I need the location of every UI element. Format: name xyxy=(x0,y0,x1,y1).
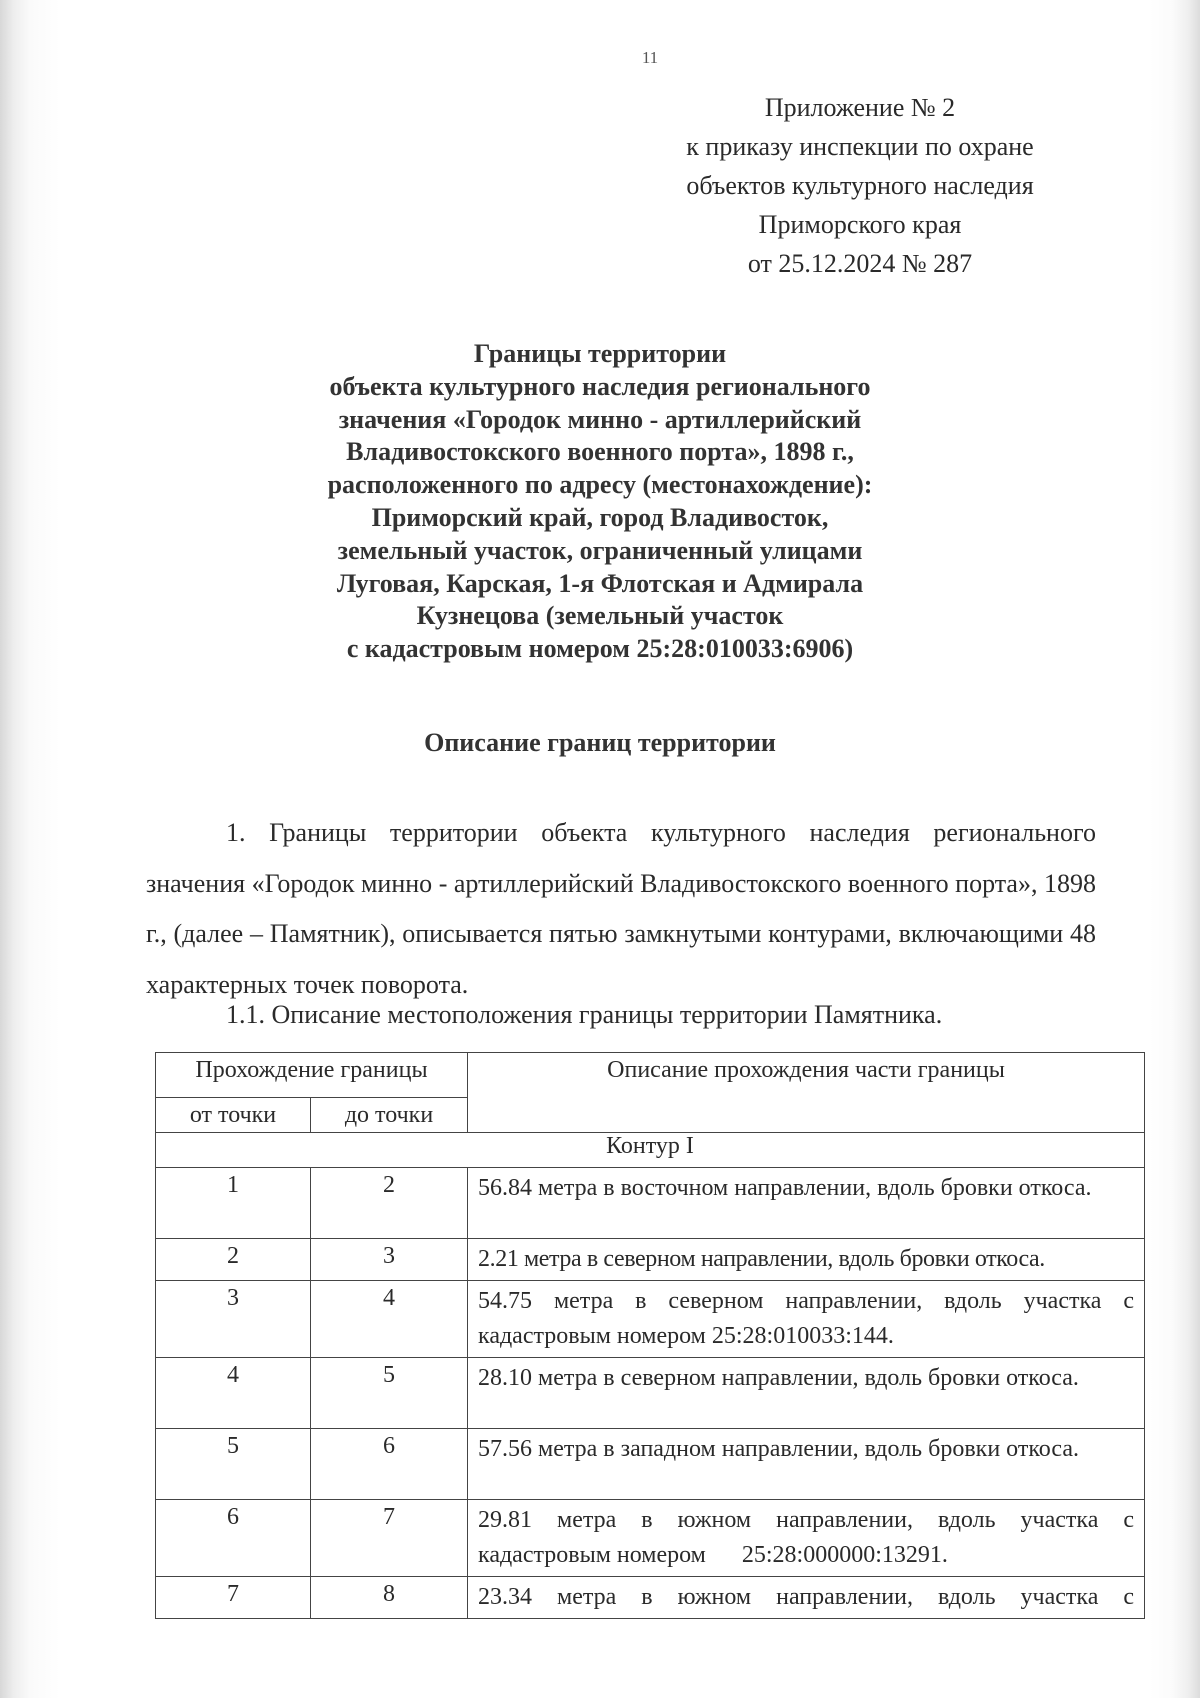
title-line: Луговая, Карская, 1-я Флотская и Адмирала xyxy=(336,568,864,598)
boundary-table xyxy=(155,1052,1145,1619)
title-line: расположенного по адресу (местонахождение): xyxy=(327,470,873,500)
table-row xyxy=(156,1358,1145,1429)
cell-description: 54.75 метра в северном направлении, вдоль участка с кадастровым номером 25:28:010033:144. xyxy=(468,1281,1145,1358)
header-from: от точки xyxy=(156,1098,311,1133)
cell-from: 6 xyxy=(156,1500,311,1577)
table-row xyxy=(156,1168,1145,1239)
title-line: земельный участок, ограниченный улицами xyxy=(337,535,863,565)
title-line: Границы территории xyxy=(473,339,727,368)
paragraph-1: 1. Границы территории объекта культурного наследия регионального значения «Городок минно - артиллерийский Владивостокского военного порта», 1898 г., (далее – Памятник), описывается пятью замкнутыми контурами, включающими 48 характерных точек поворота. xyxy=(146,818,1096,999)
cell-from: 4 xyxy=(156,1358,311,1429)
cell-description: 2.21 метра в северном направлении, вдоль бровки откоса. xyxy=(468,1239,1145,1281)
cell-to: 6 xyxy=(311,1429,468,1500)
cell-to: 4 xyxy=(311,1281,468,1358)
title-line: объекта культурного наследия регионального xyxy=(329,371,871,401)
title-line: значения «Городок минно - артиллерийский xyxy=(338,404,862,434)
header-description: Описание прохождения части границы xyxy=(468,1053,1145,1133)
cell-from: 3 xyxy=(156,1281,311,1358)
section-heading: Описание границ территории xyxy=(424,728,776,757)
title-line: Владивостокского военного порта», 1898 г., xyxy=(346,437,854,467)
page-number: 11 xyxy=(641,48,659,67)
contour-label: Контур I xyxy=(156,1133,1145,1168)
cell-description: 23.34 метра в южном направлении, вдоль участка с xyxy=(468,1577,1145,1619)
table-row xyxy=(156,1281,1145,1358)
cell-from: 1 xyxy=(156,1168,311,1239)
document-title xyxy=(215,338,985,666)
cell-description: 56.84 метра в восточном направлении, вдоль бровки откоса. xyxy=(468,1168,1145,1239)
scan-edge-right xyxy=(1150,0,1200,1698)
cell-to: 3 xyxy=(311,1239,468,1281)
cell-to: 7 xyxy=(311,1500,468,1577)
title-line: Приморский край, город Владивосток, xyxy=(371,502,829,532)
table-row xyxy=(156,1429,1145,1500)
cell-description: 28.10 метра в северном направлении, вдоль бровки откоса. xyxy=(468,1358,1145,1429)
paragraph-1-1: 1.1. Описание местоположения границы территории Памятника. xyxy=(226,1000,943,1029)
cell-from: 7 xyxy=(156,1577,311,1619)
table-row xyxy=(156,1577,1145,1619)
scan-edge-left xyxy=(0,0,60,1698)
appendix-line: объектов культурного наследия xyxy=(686,171,1034,200)
appendix-line: Приложение № 2 xyxy=(764,93,956,122)
cell-description: 57.56 метра в западном направлении, вдоль бровки откоса. xyxy=(468,1429,1145,1500)
cell-to: 5 xyxy=(311,1358,468,1429)
cell-description: 29.81 метра в южном направлении, вдоль участка с кадастровым номером 25:28:000000:13291. xyxy=(468,1500,1145,1577)
table-row xyxy=(156,1239,1145,1281)
appendix-line: к приказу инспекции по охране xyxy=(686,132,1034,161)
table-row xyxy=(156,1500,1145,1577)
title-line: с кадастровым номером 25:28:010033:6906) xyxy=(346,634,854,664)
appendix-block xyxy=(610,88,1110,283)
cell-to: 8 xyxy=(311,1577,468,1619)
title-line: Кузнецова (земельный участок xyxy=(416,601,784,631)
cell-to: 2 xyxy=(311,1168,468,1239)
cell-from: 5 xyxy=(156,1429,311,1500)
appendix-line: от 25.12.2024 № 287 xyxy=(747,249,973,278)
appendix-line: Приморского края xyxy=(758,210,962,239)
header-passage: Прохождение границы xyxy=(156,1053,468,1098)
cell-from: 2 xyxy=(156,1239,311,1281)
header-to: до точки xyxy=(311,1098,468,1133)
